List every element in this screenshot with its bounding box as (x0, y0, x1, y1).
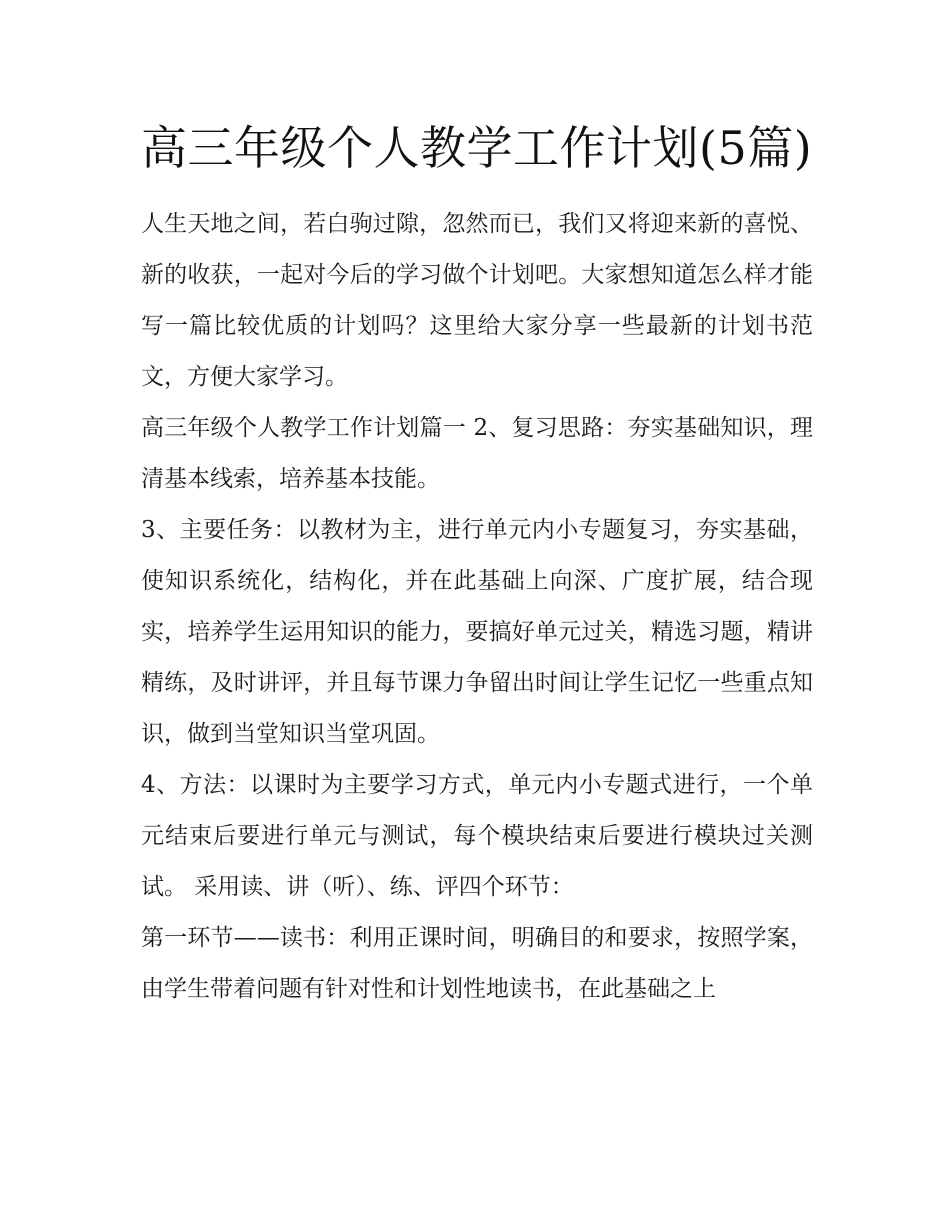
paragraph-intro: 人生天地之间，若白驹过隙，忽然而已，我们又将迎来新的喜悦、新的收获，一起对今后的学习做个计划吧。大家想知道怎么样才能写一篇比较优质的计划吗？这里给大家分享一些最新的计划书范文，方便大家学习。 (141, 211, 813, 390)
paragraph-first-step: 第一环节——读书：利用正课时间，明确目的和要求，按照学案，由学生带着问题有针对性和计划性地读书，在此基础之上 (141, 925, 813, 1002)
paragraph-methods: 4、方法：以课时为主要学习方式，单元内小专题式进行，一个单元结束后要进行单元与测试，每个模块结束后要进行模块过关测试。 采用读、讲（听）、练、评四个环节： (141, 772, 813, 900)
document-title: 高三年级个人教学工作计划(5篇) (141, 121, 813, 175)
document-body (141, 112, 813, 1015)
paragraph-main-tasks: 3、主要任务：以教材为主，进行单元内小专题复习，夯实基础，使知识系统化，结构化，并在此基础上向深、广度扩展，结合现实，培养学生运用知识的能力，要搞好单元过关，精选习题，精讲精练，及时讲评，并且每节课力争留出时间让学生记忆一些重点知识，做到当堂知识当堂巩固。 (141, 517, 813, 747)
paragraph-review-approach: 高三年级个人教学工作计划篇一 2、复习思路：夯实基础知识，理清基本线索，培养基本技能。 (141, 415, 813, 492)
